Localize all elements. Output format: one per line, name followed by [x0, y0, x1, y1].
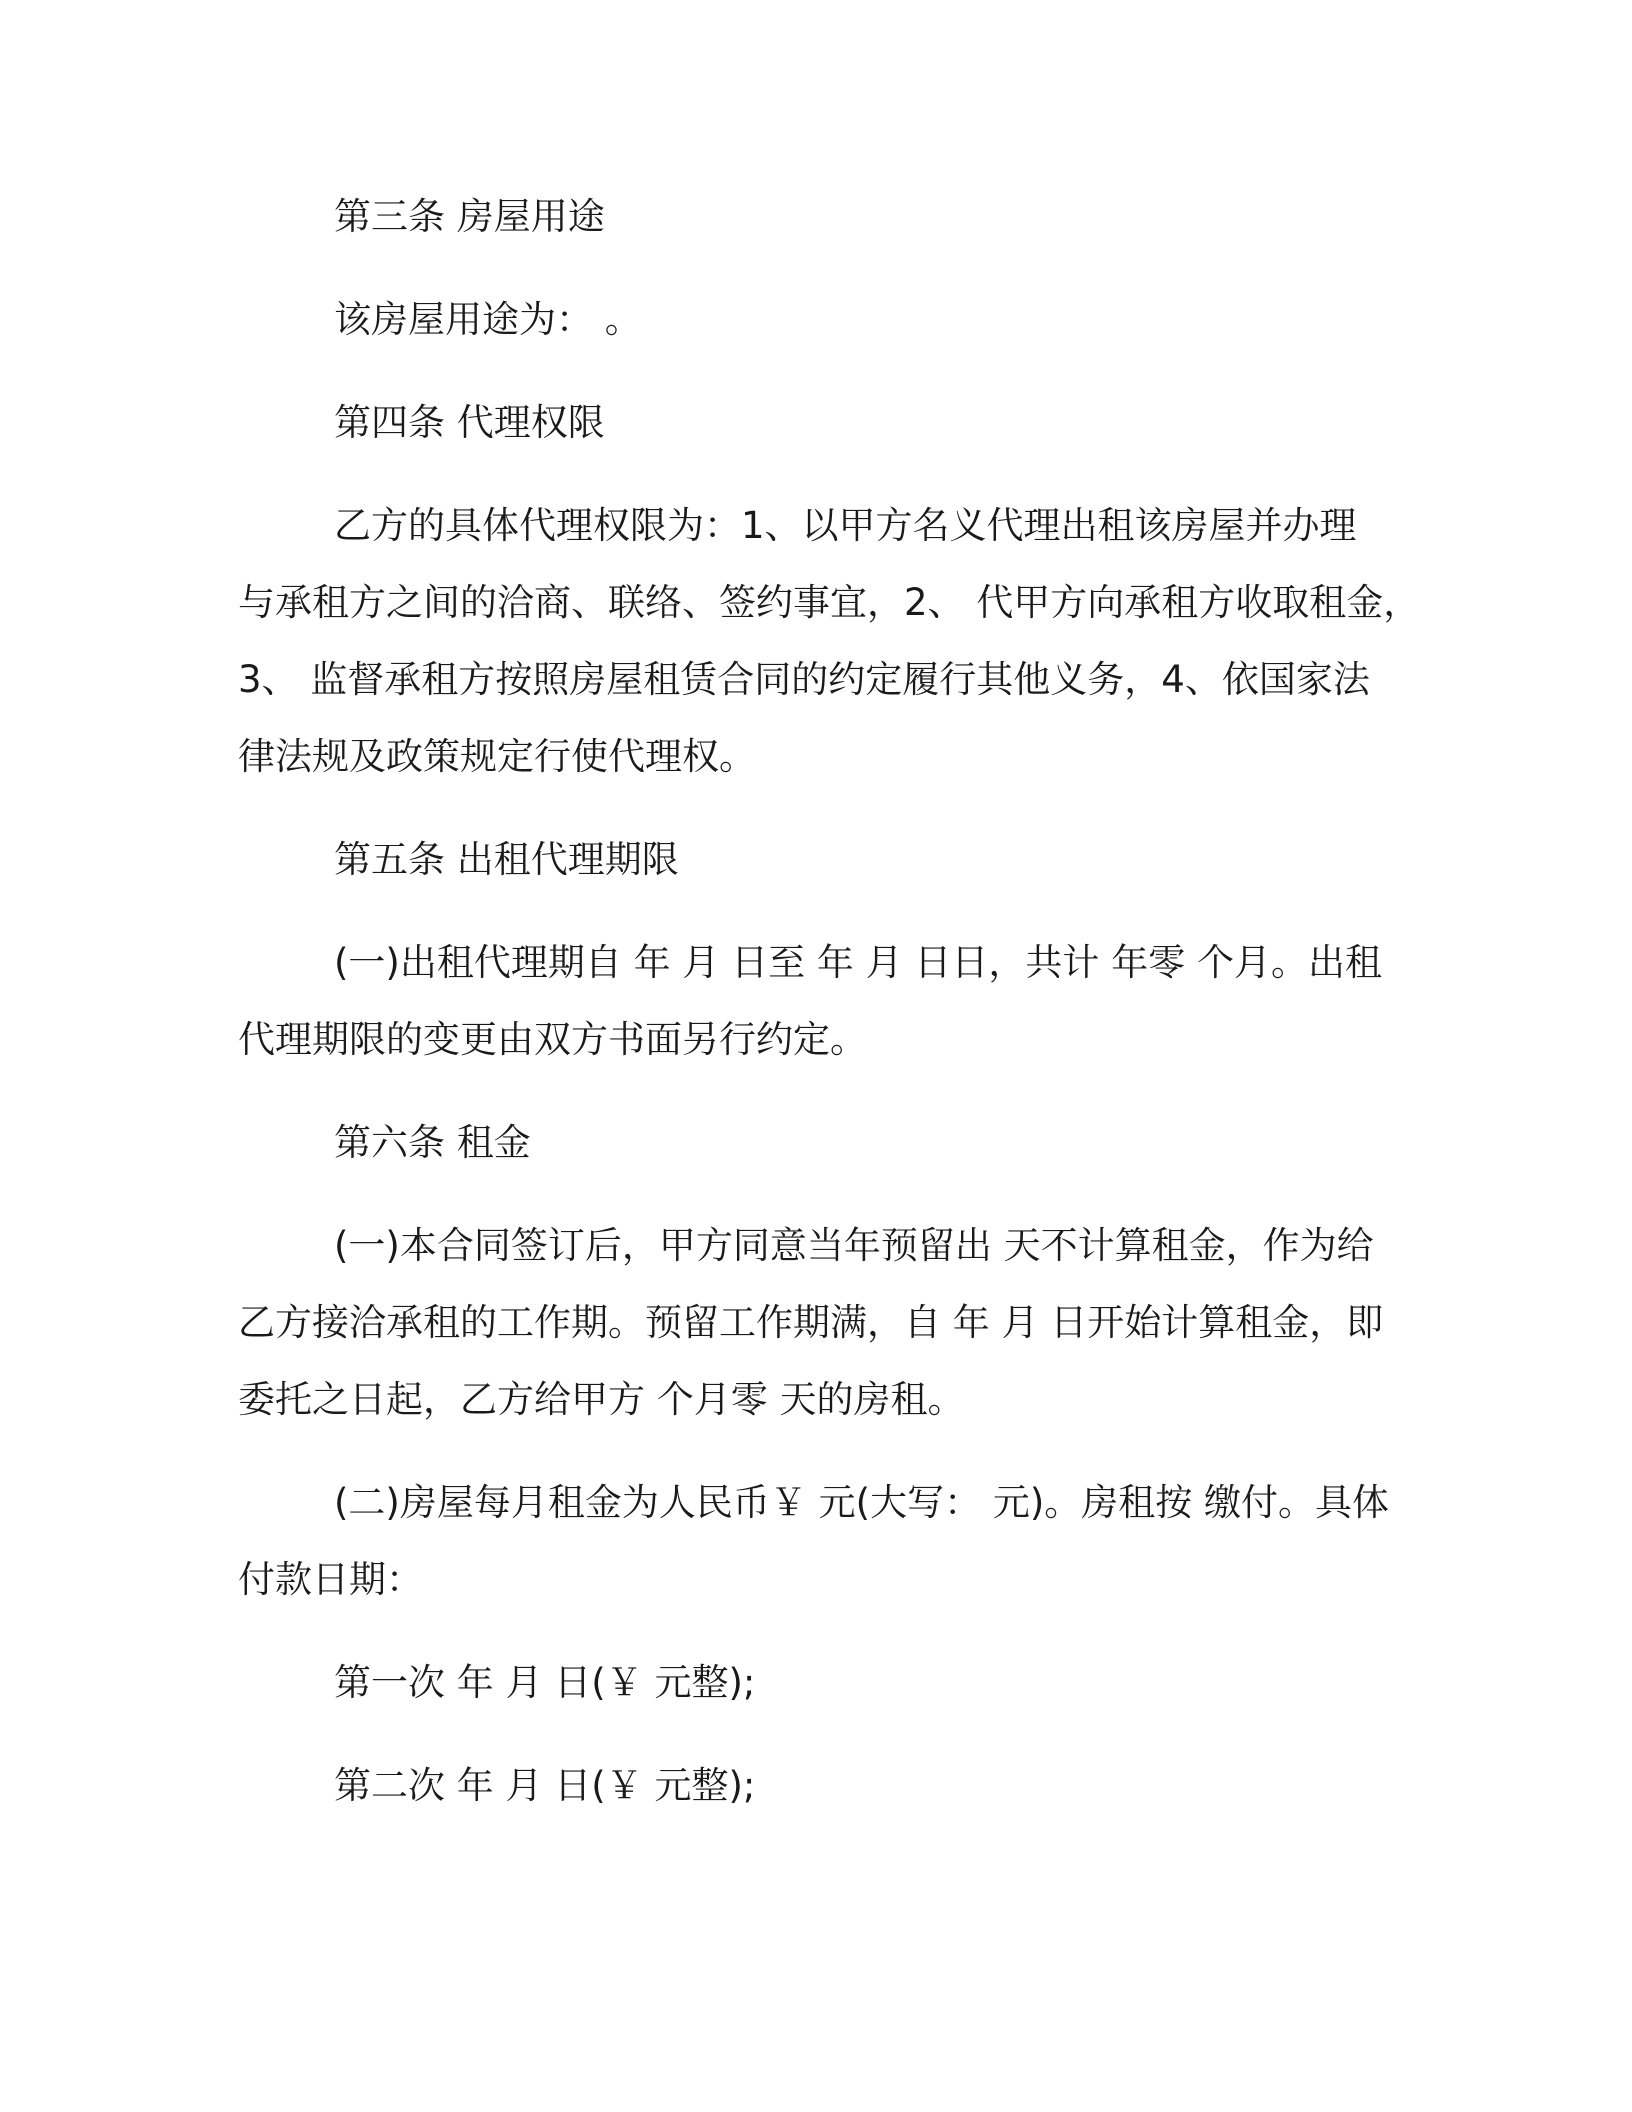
article-3-usage-text: 该房屋用途为： 。: [334, 298, 642, 341]
article-6-heading: 第六条 租金: [334, 1121, 531, 1164]
article-4-text-line-4: 律法规及政策规定行使代理权。: [238, 735, 756, 778]
article-5-heading: 第五条 出租代理期限: [334, 838, 679, 881]
article-4-heading: 第四条 代理权限: [334, 401, 605, 444]
article-6-item-1-line-2: 乙方接洽承租的工作期。预留工作期满，自 年 月 日开始计算租金，即: [238, 1301, 1384, 1344]
payment-first: 第一次 年 月 日(￥ 元整);: [334, 1661, 756, 1704]
article-4-text-line-3: 3、 监督承租方按照房屋租赁合同的约定履行其他义务，4、依国家法: [238, 658, 1370, 701]
article-4-text-line-1: 乙方的具体代理权限为：1、以甲方名义代理出租该房屋并办理: [334, 504, 1357, 547]
article-6-item-1-line-1: (一)本合同签订后，甲方同意当年预留出 天不计算租金，作为给: [334, 1224, 1374, 1267]
payment-second: 第二次 年 月 日(￥ 元整);: [334, 1764, 756, 1807]
article-5-text-line-2: 代理期限的变更由双方书面另行约定。: [238, 1018, 867, 1061]
article-6-item-2-line-1: (二)房屋每月租金为人民币￥ 元(大写： 元)。房租按 缴付。具体: [334, 1481, 1390, 1524]
article-4-text-line-2: 与承租方之间的洽商、联络、签约事宜，2、 代甲方向承租方收取租金，: [238, 581, 1421, 624]
article-6-item-1-line-3: 委托之日起，乙方给甲方 个月零 天的房租。: [238, 1378, 965, 1421]
article-6-item-2-line-2: 付款日期：: [238, 1558, 423, 1601]
article-5-text-line-1: (一)出租代理期自 年 月 日至 年 月 日日，共计 年零 个月。出租: [334, 941, 1382, 984]
article-3-heading: 第三条 房屋用途: [334, 195, 605, 238]
